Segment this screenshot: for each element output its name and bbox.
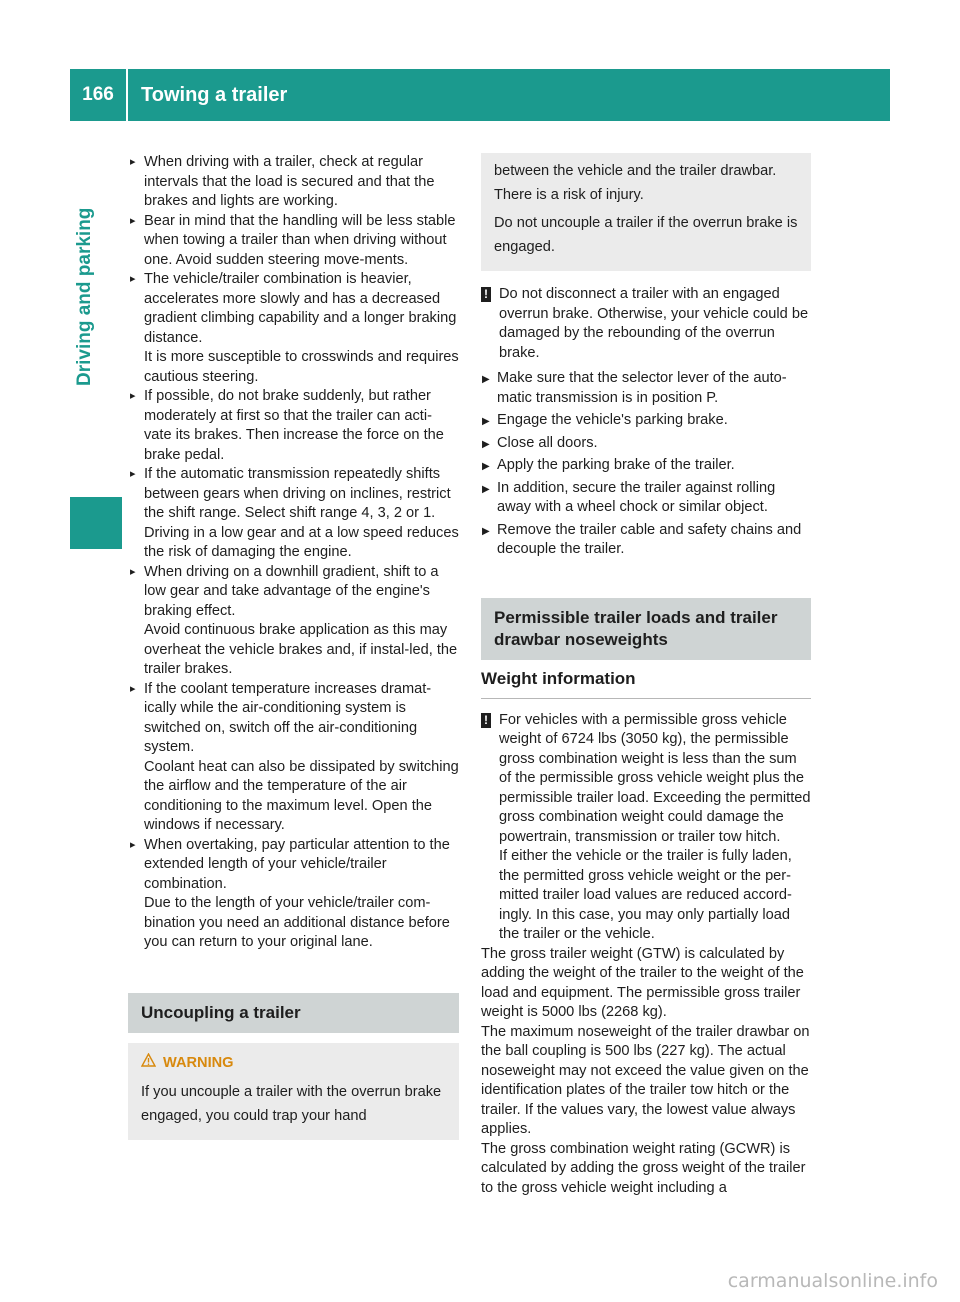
bullet-text: ▸ When driving on a downhill gradient, shift to a low gear and take advantage of the engine's braking effect. [144,563,439,619]
step-text: ▶ Make sure that the selector lever of the auto-matic transmission is in position P. [497,370,787,406]
warning-text: between the vehicle and the trailer drawbar. There is a risk of injury. [494,163,777,203]
damage-note [481,285,811,363]
note-text: If either the vehicle or the trailer is fully laden, the permitted gross vehicle weight or the per-mitted trailer load values are reduced accord-ingly. In this case, you may only partially load the trailer or the vehicle. [499,848,792,942]
paragraph: The maximum noseweight of the trailer drawbar on the ball coupling is 500 lbs (227 kg). The actual noseweight may not exceed the value given on the identification plates of the trailer tow hitch or the trailer. If the values vary, the lowest value always applies. [481,1023,810,1137]
list-item [128,465,459,563]
exclamation-icon: ! [481,713,491,728]
list-item [481,369,811,408]
list-item [481,521,811,560]
chapter-side-block [70,497,122,549]
bullet-text: ▸ When overtaking, pay particular attention to the extended length of your vehicle/trailer combination. [144,836,450,892]
chapter-side-label: Driving and parking [74,207,95,386]
bullet-subtext: Avoid continuous brake application as this may overheat the vehicle brakes and, if instal-led, the trailer brakes. [144,622,458,677]
step-text: ▶ Engage the vehicle's parking brake. [497,412,728,428]
right-column [481,153,811,1198]
list-item [128,563,459,680]
bullet-text: ▸ Bear in mind that the handling will be less stable when towing a trailer than when driving without one. Avoid sudden steering move-ments. [144,212,456,268]
list-item [128,270,459,387]
list-item [128,212,459,271]
header-divider [126,69,128,121]
section-heading-trailer-loads: Permissible trailer loads and trailer drawbar noseweights [481,598,811,660]
warning-label: WARNING [163,1054,234,1071]
bullet-text: ▸ If the automatic transmission repeatedly shifts between gears when driving on inclines, restrict the shift range. Select shift range 4, 3, 2 or 1. [144,466,451,521]
exclamation-icon: ! [481,287,491,302]
list-item [481,411,811,431]
list-item [481,434,811,454]
list-item [128,836,459,953]
bullet-text: ▸ When driving with a trailer, check at regular intervals that the load is secured and that the brakes and lights are working. [144,154,435,209]
weight-note [481,711,811,945]
step-text: ▶ Close all doors. [497,434,598,451]
bullet-list [128,153,459,953]
note-text: Do not disconnect a trailer with an engaged overrun brake. Otherwise, your vehicle could be damaged by the rebounding of the overrun brake. [499,286,809,361]
list-item [128,680,459,836]
bullet-subtext: Due to the length of your vehicle/trailer com-bination you need an additional distance before you can return to your original lane. [144,895,450,950]
step-list [481,369,811,560]
list-item [481,479,811,518]
bullet-subtext: Coolant heat can also be dissipated by switching the airflow and the temperature of the air conditioning to the maximum level. Open the windows if necessary. [144,758,459,833]
paragraph: The gross combination weight rating (GCWR) is calculated by adding the gross weight of the trailer to the gross vehicle weight including a [481,1140,806,1196]
warning-text: Do not uncouple a trailer if the overrun brake is engaged. [494,215,798,255]
page-title: Towing a trailer [141,84,288,106]
warning-text: If you uncouple a trailer with the overrun brake engaged, you could trap your hand [141,1083,442,1124]
bullet-text: ▸ The vehicle/trailer combination is heavier, accelerates more slowly and has a decreased gradient climbing capability and a longer braking distance. [144,271,457,346]
warning-header [141,1053,446,1072]
list-item [481,456,811,476]
bullet-subtext: It is more susceptible to crosswinds and requires cautious steering. [144,349,459,385]
list-item [128,153,459,212]
paragraph: The gross trailer weight (GTW) is calculated by adding the weight of the trailer to the weight of the load and equipment. The permissible gross trailer weight is 5000 lbs (2268 kg). [481,945,804,1020]
bullet-subtext: Driving in a low gear and at a low speed reduces the risk of damaging the engine. [144,524,459,560]
warning-triangle-icon [141,1053,157,1072]
list-item [128,387,459,465]
step-text: ▶ Remove the trailer cable and safety chains and decouple the trailer. [497,521,802,557]
footer-watermark: carmanualsonline.info [727,1270,938,1292]
step-text: ▶ Apply the parking brake of the trailer. [497,457,735,473]
step-text: ▶ In addition, secure the trailer against rolling away with a wheel chock or similar object. [497,479,776,515]
bullet-text: ▸ If the coolant temperature increases dramat-ically while the air-conditioning system is switched on, switch off the air-conditioning system. [144,680,432,755]
left-column [128,153,459,1140]
warning-box-continued [481,153,811,271]
section-heading-uncoupling: Uncoupling a trailer [128,993,459,1033]
warning-box [128,1043,459,1140]
bullet-text: ▸ If possible, do not brake suddenly, but rather moderately at first so that the trailer can acti-vate its brakes. Then increase the force on the brake pedal. [144,388,444,463]
subheading-weight-information: Weight information [481,668,811,699]
page-number: 166 [82,84,114,105]
note-text: For vehicles with a permissible gross vehicle weight of 6724 lbs (3050 kg), the permissible gross combination weight is less than the sum of the permissible gross vehicle weight plus the permissible trailer load. Exceeding the permitted gross combination weight could damage the powertrain, transmission or trailer tow hitch. [499,711,811,845]
